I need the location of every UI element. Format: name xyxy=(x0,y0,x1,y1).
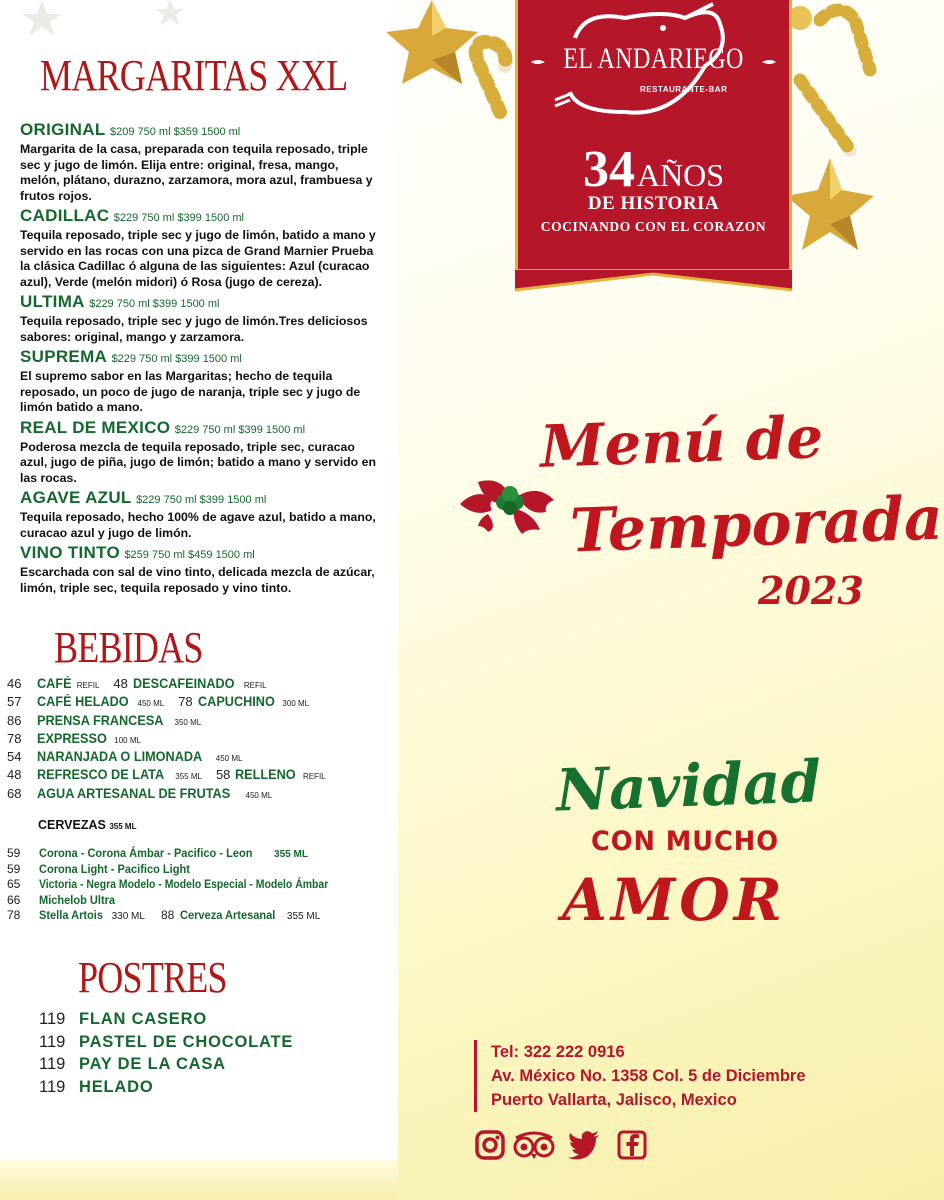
list-item xyxy=(39,1033,379,1056)
item-name: RELLENO xyxy=(235,767,297,783)
item-price: 57 xyxy=(7,694,22,710)
item-name: Stella Artois xyxy=(39,908,104,923)
cervezas-unit: 355 ML xyxy=(109,822,137,831)
item-name: AGAVE AZUL xyxy=(20,488,132,507)
list-item xyxy=(39,1055,379,1078)
item-name: ORIGINAL xyxy=(20,120,106,139)
item-name: ULTIMA xyxy=(20,292,85,311)
item-unit: 350 ML xyxy=(174,717,202,727)
postres-list xyxy=(39,1010,379,1101)
gold-star-icon xyxy=(786,158,874,250)
list-item xyxy=(7,786,397,804)
list-item xyxy=(7,713,397,731)
item-description: Poderosa mezcla de tequila reposado, triple sec, curacao azul, jugo de piña, jugo de limón; batido a mano y servido en las rocas. xyxy=(20,439,376,485)
facebook-icon[interactable] xyxy=(617,1130,647,1160)
item-unit: 450 ML xyxy=(245,790,273,800)
item-price: 86 xyxy=(7,712,22,728)
item-price: 48 xyxy=(113,676,128,691)
item-name: CAPUCHINO xyxy=(197,694,275,710)
tripadvisor-icon[interactable] xyxy=(512,1130,556,1160)
brand-name: EL ANDARIEGO xyxy=(563,42,744,75)
item-name: SUPREMA xyxy=(20,347,108,366)
item-name: Cerveza Artesanal xyxy=(180,908,276,923)
item-description: Tequila reposado, hecho 100% de agave azul, batido a mano, curacao azul y jugo de limón. xyxy=(20,510,376,540)
item-unit: 330 ML xyxy=(111,911,145,923)
item-price: 54 xyxy=(7,749,22,765)
item-name: PAY DE LA CASA xyxy=(79,1055,226,1074)
candy-cane-icon xyxy=(476,42,506,112)
item-unit: 450 ML xyxy=(215,754,243,764)
margaritas-list xyxy=(20,120,380,598)
item-name: PASTEL DE CHOCOLATE xyxy=(79,1032,294,1051)
bebidas-title: BEBIDAS xyxy=(54,623,203,672)
item-price: 59 xyxy=(7,861,21,876)
menu-item xyxy=(20,543,380,596)
item-unit: 355 ML xyxy=(286,911,321,923)
item-price: 78 xyxy=(7,908,21,923)
list-item xyxy=(7,877,402,893)
list-item xyxy=(39,1010,379,1033)
season-title-line2: Temporada xyxy=(568,483,944,567)
years-word: AÑOS xyxy=(636,157,725,193)
navidad-amor: AMOR xyxy=(562,866,786,934)
brand-banner xyxy=(515,0,792,290)
item-price: 119 xyxy=(39,1032,66,1051)
item-price: $229 750 ml $399 1500 ml xyxy=(136,494,267,506)
item-price: $229 750 ml $399 1500 ml xyxy=(174,423,306,436)
list-item xyxy=(7,749,397,767)
years-number: 34 xyxy=(582,141,635,198)
list-item xyxy=(7,694,397,712)
margaritas-title: MARGARITAS XXL xyxy=(40,51,348,100)
years-heading xyxy=(515,140,792,199)
holly-icon xyxy=(458,474,558,534)
item-price: 46 xyxy=(7,676,22,691)
item-name: AGUA ARTESANAL DE FRUTAS xyxy=(37,785,231,801)
instagram-icon[interactable] xyxy=(475,1130,505,1160)
menu-item xyxy=(20,120,380,204)
item-name: CAFÉ xyxy=(37,676,72,691)
menu-item xyxy=(20,418,380,487)
list-item xyxy=(7,676,397,694)
season-title-line1: Menú de xyxy=(538,403,825,481)
item-unit: REFIL xyxy=(243,681,267,690)
item-price: 119 xyxy=(39,1078,66,1097)
historia-text: DE HISTORIA xyxy=(587,193,720,214)
menu-item xyxy=(20,347,380,416)
item-name: EXPRESSO xyxy=(37,730,107,746)
slogan-text: COCINANDO CON EL CORAZON xyxy=(540,219,767,234)
item-price: 65 xyxy=(7,877,21,892)
item-name: REAL DE MEXICO xyxy=(20,417,171,437)
item-name: DESCAFEINADO xyxy=(132,676,235,691)
item-description: Escarchada con sal de vino tinto, delicada mezcla de azúcar, limón, triple sec, tequila reposado y vino tinto. xyxy=(20,565,375,595)
item-price: $229 750 ml $399 1500 ml xyxy=(111,353,242,365)
item-unit: REFIL xyxy=(76,681,100,690)
address-line: Av. México No. 1358 Col. 5 de Diciembre xyxy=(491,1067,806,1085)
cervezas-label: CERVEZAS xyxy=(38,818,106,832)
item-unit: 100 ML xyxy=(114,735,141,745)
item-name: FLAN CASERO xyxy=(79,1010,207,1028)
menu-item xyxy=(20,206,380,290)
contact-block xyxy=(474,1040,806,1112)
item-name: Victoria - Negra Modelo - Modelo Especial - Modelo Ámbar xyxy=(39,877,329,892)
item-description: Tequila reposado, triple sec y jugo de limón.Tres deliciosos sabores: original, mango y zarzamora. xyxy=(20,314,368,344)
item-price: 78 xyxy=(7,730,22,746)
item-name: CAFÉ HELADO xyxy=(37,694,129,710)
phone-number: Tel: 322 222 0916 xyxy=(491,1043,625,1061)
bebidas-list xyxy=(7,676,397,804)
item-description: Tequila reposado, triple sec y jugo de limón, batido a mano y servido en las rocas con una pizca de Grand Marnier Prueba la clásica Cadillac ó alguna de las siguientes: Azul (curacao azul), Verde (melón midori) ó Rosa (jugo de cereza). xyxy=(20,228,376,289)
item-name: HELADO xyxy=(79,1078,154,1097)
item-unit: 300 ML xyxy=(282,699,310,709)
item-price: 59 xyxy=(7,846,21,860)
list-item xyxy=(7,908,402,924)
list-item xyxy=(7,767,397,785)
item-description: El supremo sabor en las Margaritas; hecho de tequila reposado, un poco de jugo de naranja, triple sec y jugo de limón batido a mano. xyxy=(20,369,361,414)
item-price: 78 xyxy=(178,694,193,710)
menu-item xyxy=(20,488,380,541)
list-item xyxy=(7,862,402,878)
left-panel-footer xyxy=(0,1160,398,1200)
item-price: 119 xyxy=(39,1055,66,1074)
item-price: 66 xyxy=(7,892,21,907)
item-name: CADILLAC xyxy=(20,206,110,225)
item-price: 48 xyxy=(7,767,22,783)
item-name: VINO TINTO xyxy=(20,543,120,562)
item-price: $259 750 ml $459 1500 ml xyxy=(124,549,255,561)
item-unit: 355 ML xyxy=(175,772,202,782)
twitter-icon[interactable] xyxy=(568,1130,600,1160)
candy-cane-icon xyxy=(800,10,870,150)
item-price: $229 750 ml $399 1500 ml xyxy=(89,298,220,310)
list-item xyxy=(7,846,402,862)
item-price: 88 xyxy=(160,908,175,923)
item-price: $229 750 ml $399 1500 ml xyxy=(113,212,244,224)
brand-subtitle: RESTAURANTE-BAR xyxy=(640,85,728,94)
item-name: PRENSA FRANCESA xyxy=(37,712,164,728)
beer-list xyxy=(7,846,402,924)
navidad-subtitle: CON MUCHO xyxy=(590,826,779,857)
item-price: $209 750 ml $359 1500 ml xyxy=(109,126,241,138)
menu-item xyxy=(20,292,380,345)
cervezas-heading xyxy=(38,818,136,832)
item-unit: 450 ML xyxy=(137,699,165,709)
item-price: 68 xyxy=(7,785,22,801)
item-name: REFRESCO DE LATA xyxy=(37,767,165,783)
item-unit: 355 ML xyxy=(274,849,308,860)
faint-star-decoration xyxy=(22,0,184,36)
item-name: Corona - Corona Ámbar - Pacifico - Leon xyxy=(39,846,253,860)
navidad-title: Navidad xyxy=(554,747,823,825)
season-year: 2023 xyxy=(758,568,864,613)
list-item xyxy=(39,1078,379,1101)
item-description: Margarita de la casa, preparada con tequila reposado, triple sec y jugo de limón. Elija entre: original, fresa, mango, melón, plátano, durazno, zarzamora, mora azul, frambuesa y frutos rojos. xyxy=(20,142,373,203)
list-item xyxy=(7,893,402,909)
item-price: 119 xyxy=(39,1010,66,1028)
list-item xyxy=(7,731,397,749)
item-name: NARANJADA O LIMONADA xyxy=(37,749,203,765)
item-price: 58 xyxy=(215,767,231,783)
item-unit: REFIL xyxy=(302,772,326,782)
gold-star-icon xyxy=(386,0,478,84)
postres-title: POSTRES xyxy=(78,953,227,1002)
item-name: Corona Light - Pacifico Light xyxy=(39,861,190,876)
item-name: Michelob Ultra xyxy=(39,892,116,907)
city-line: Puerto Vallarta, Jalisco, Mexico xyxy=(491,1091,737,1109)
banner-notch xyxy=(515,270,792,290)
